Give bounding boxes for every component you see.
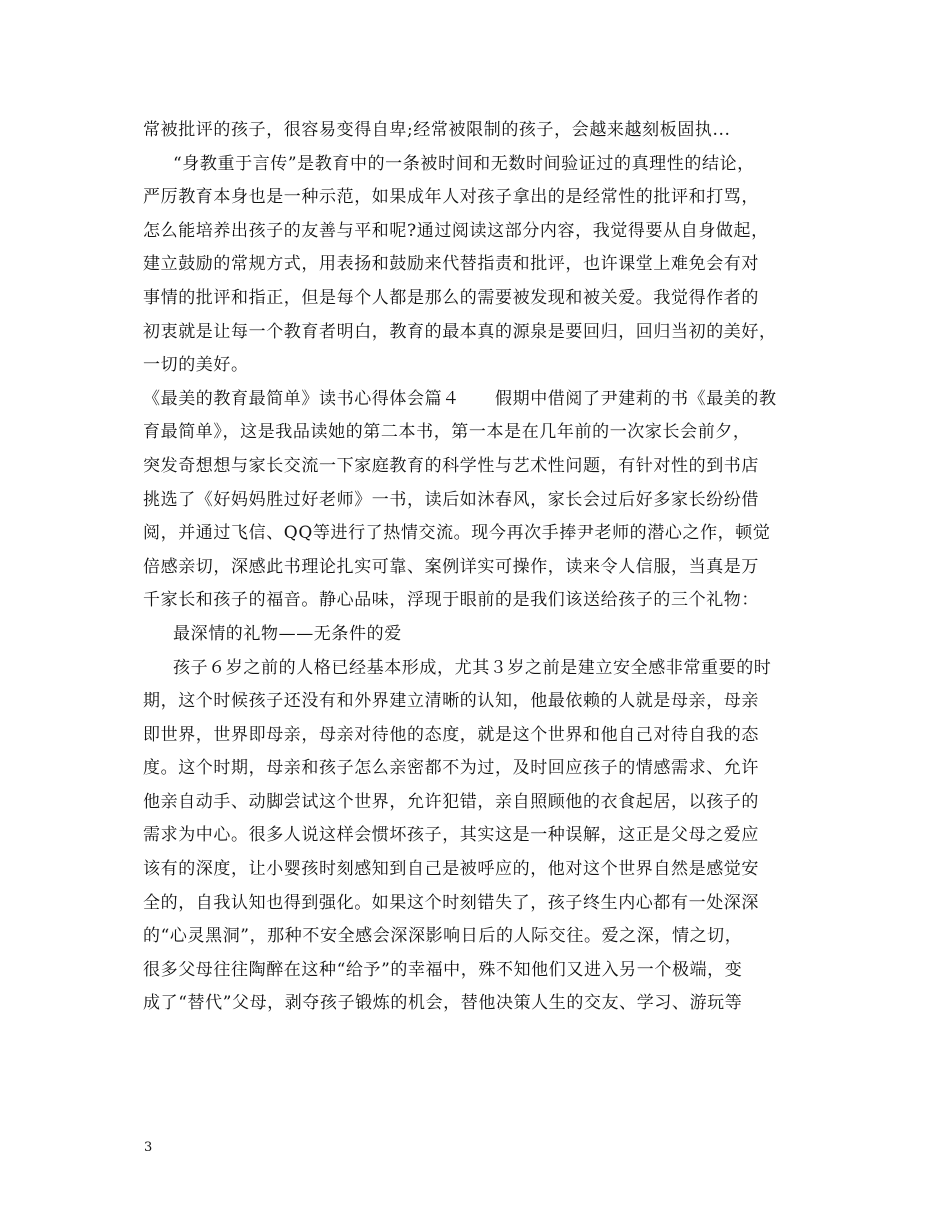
text-line: 倍感亲切，深感此书理论扎实可靠、案例详实可操作，读来令人信服，当真是万 xyxy=(143,556,759,577)
text-line: 突发奇想想与家长交流一下家庭教育的科学性与艺术性问题，有针对性的到书店 xyxy=(143,455,759,476)
text-line: 成了“替代”父母，剥夺孩子锻炼的机会，替他决策人生的交友、学习、游玩等 xyxy=(143,993,743,1014)
text-line: 该有的深度，让小婴孩时刻感知到自己是被呼应的，他对这个世界自然是感觉安 xyxy=(143,859,759,880)
text-line: 一切的美好。 xyxy=(143,355,249,376)
text-line: 全的，自我认知也得到强化。如果这个时刻错失了，孩子终生内心都有一处深深 xyxy=(143,892,759,913)
text-line: 挑选了《好妈妈胜过好老师》一书，读后如沐春风，家长会过后好多家长纷纷借 xyxy=(143,489,759,510)
page-number: 3 xyxy=(144,1140,153,1155)
text-line: 育最简单》，这是我品读她的第二本书，第一本是在几年前的一次家长会前夕， xyxy=(143,422,751,443)
text-line: 期，这个时候孩子还没有和外界建立清晰的认知，他最依赖的人就是母亲，母亲 xyxy=(143,691,759,712)
text-line: 建立鼓励的常规方式，用表扬和鼓励来代替指责和批评，也许课堂上难免会有对 xyxy=(143,254,759,275)
text-line: 阅，并通过飞信、QQ等进行了热情交流。现今再次手捧尹老师的潜心之作，顿觉 xyxy=(143,523,771,544)
text-line: 初衷就是让每一个教育者明白，教育的最本真的源泉是要回归，回归当初的美好， xyxy=(143,321,777,342)
text-line: 孩子６岁之前的人格已经基本形成，尤其３岁之前是建立安全感非常重要的时 xyxy=(173,657,772,678)
text-line: 千家长和孩子的福音。静心品味，浮现于眼前的是我们该送给孩子的三个礼物： xyxy=(143,590,759,611)
subheading-line: 最深情的礼物——无条件的爱 xyxy=(173,623,402,644)
text-line: 需求为中心。很多人说这样会惯坏孩子，其实这是一种误解，这正是父母之爱应 xyxy=(143,825,759,846)
text-line: 严厉教育本身也是一种示范，如果成年人对孩子拿出的是经常性的批评和打骂， xyxy=(143,187,759,208)
text-line: 的“心灵黑洞”，那种不安全感会深深影响日后的人际交往。爱之深，情之切， xyxy=(143,926,743,947)
text-line: 常被批评的孩子，很容易变得自卑;经常被限制的孩子，会越来越刻板固执... xyxy=(143,120,731,140)
text-line: 事情的批评和指正，但是每个人都是那么的需要被发现和被关爱。我觉得作者的 xyxy=(143,287,759,308)
text-line: 即世界，世界即母亲，母亲对待他的态度，就是这个世界和他自己对待自我的态 xyxy=(143,724,759,745)
section-heading-line: 《最美的教育最简单》读书心得体会篇４ 假期中借阅了尹建莉的书《最美的教 xyxy=(143,388,777,409)
body-text xyxy=(143,114,833,1021)
text-line: “身教重于言传”是教育中的一条被时间和无数时间验证过的真理性的结论， xyxy=(173,153,755,174)
text-line: 怎么能培养出孩子的友善与平和呢?通过阅读这部分内容，我觉得要从自身做起， xyxy=(143,220,769,241)
text-line: 度。这个时期，母亲和孩子怎么亲密都不为过，及时回应孩子的情感需求、允许 xyxy=(143,758,759,779)
text-line: 很多父母往往陶醉在这种“给予”的幸福中，殊不知他们又进入另一个极端，变 xyxy=(143,959,743,980)
text-line: 他亲自动手、动脚尝试这个世界，允许犯错，亲自照顾他的衣食起居，以孩子的 xyxy=(143,791,759,812)
